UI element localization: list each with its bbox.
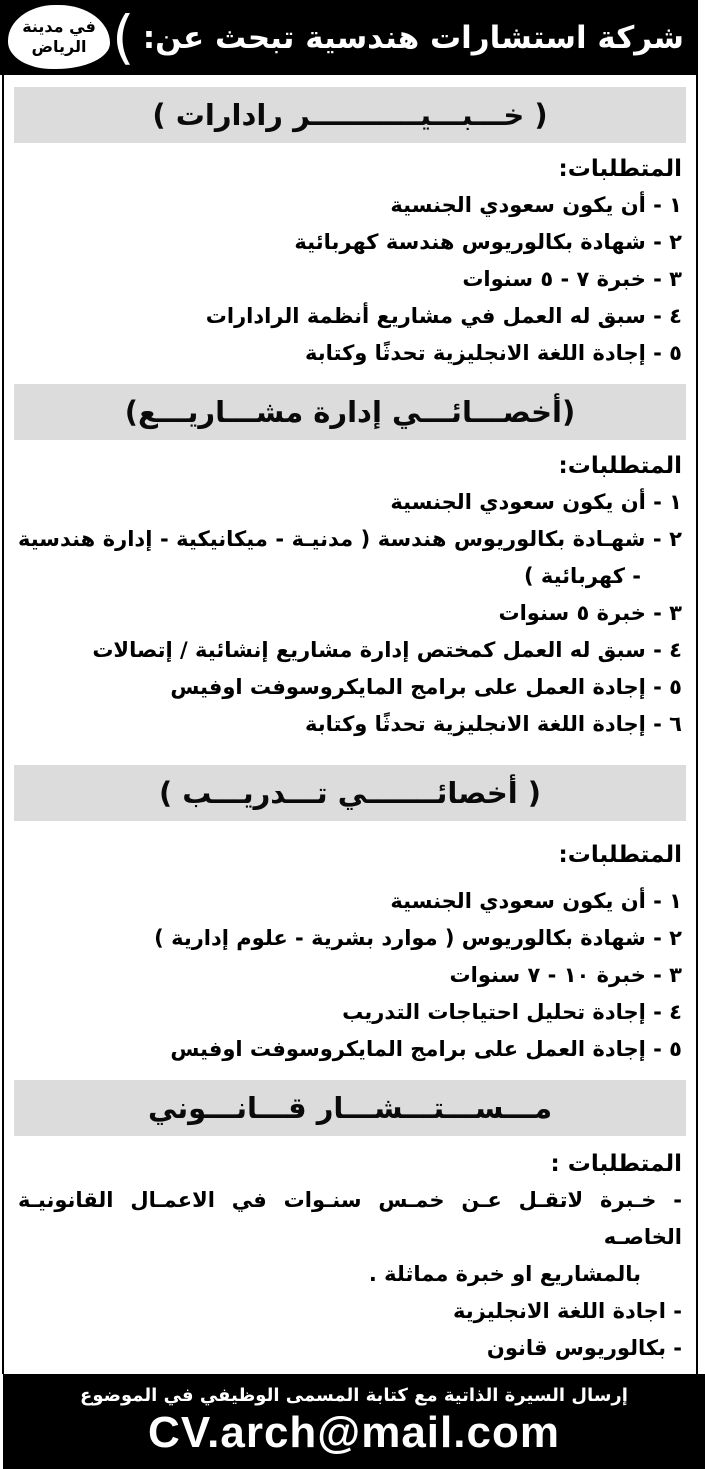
requirements-list [4, 1182, 696, 1374]
right-border-line [696, 75, 698, 1374]
section-radar-expert [4, 87, 696, 372]
section-title-bar: ( خـــبـــيـــــــــــر رادارات ) [14, 87, 686, 143]
requirement-item: ١ - أن يكون سعودي الجنسية [390, 889, 682, 913]
requirements-label: المتطلبات: [558, 453, 682, 479]
requirements-list [4, 484, 696, 743]
requirement-item: ١ - أن يكون سعودي الجنسية [390, 490, 682, 514]
section-title-bar: مـــســـتـــشـــار قـــانـــوني [14, 1080, 686, 1136]
requirement-item: ٢ - شهـادة بكالوريوس هندسة ( مدنيـة - ميكانيكية - إدارة هندسية [18, 527, 682, 551]
requirement-item: ٢ - شهادة بكالوريوس هندسة كهربائية [294, 230, 682, 254]
requirements-label: المتطلبات : [550, 1151, 682, 1177]
requirements-label: المتطلبات: [558, 842, 682, 868]
requirement-item: ١ - أن يكون سعودي الجنسية [390, 193, 682, 217]
requirement-item: ٥ - إجادة العمل على برامج المايكروسوفت اوفيس [170, 1037, 682, 1061]
badge-line-1: في مدينة [22, 17, 96, 36]
requirement-item-continuation: - كهربائية ) [523, 564, 641, 588]
requirement-item: - خـبرة لاتقـل عـن خمـس سنـوات في الاعمـال القانونيـة الخاصـه [18, 1188, 682, 1249]
requirements-label: المتطلبات: [558, 156, 682, 182]
requirement-item: ٣ - خبرة ٥ سنوات [498, 601, 682, 625]
requirement-item: - اجادة اللغة الانجليزية [453, 1299, 682, 1323]
requirement-item: - بكالوريوس قانون [486, 1336, 682, 1360]
requirement-item: ٤ - إجادة تحليل احتياجات التدريب [342, 1000, 682, 1024]
riyadh-city-badge [8, 5, 110, 69]
section-project-management-specialist [4, 384, 696, 743]
requirement-item [4, 1367, 696, 1374]
requirement-item: ٥ - إجادة العمل على برامج المايكروسوفت اوفيس [170, 675, 682, 699]
section-title-bar: ( أخصائـــــــي تـــدريـــب ) [14, 765, 686, 821]
badge-line-2: الرياض [31, 37, 87, 56]
section-training-specialist [4, 765, 696, 1068]
requirement-item: ٣ - خبرة ٧ - ٥ سنوات [462, 267, 682, 291]
requirement-item-continuation: بالمشاريع او خبرة مماثلة . [368, 1262, 641, 1286]
requirement-item: ٣ - خبرة ١٠ - ٧ سنوات [449, 963, 682, 987]
open-paren-glyph: ( [112, 3, 135, 71]
requirements-list [4, 187, 696, 372]
header-band [0, 0, 698, 75]
requirement-item: ٢ - شهادة بكالوريوس ( موارد بشرية - علوم إدارية ) [154, 926, 682, 950]
section-legal-advisor [4, 1080, 696, 1374]
cv-instruction-note: إرسال السيرة الذاتية مع كتابة المسمى الوظيفي في الموضوع [80, 1385, 628, 1406]
requirements-list [4, 883, 696, 1068]
requirement-item: ٤ - سبق له العمل في مشاريع أنظمة الرادارات [205, 304, 682, 328]
section-title-bar: (أخصـــائـــي إدارة مشـــاريـــع) [14, 384, 686, 440]
cv-email-address: CV.arch@mail.com [148, 1408, 560, 1457]
ad-content [4, 75, 696, 1374]
requirement-item: ٥ - إجادة اللغة الانجليزية تحدثًا وكتابة [305, 341, 682, 365]
footer-band [3, 1374, 705, 1469]
requirement-item: ٦ - إجادة اللغة الانجليزية تحدثًا وكتابة [305, 712, 682, 736]
requirement-item: ٤ - سبق له العمل كمختص إدارة مشاريع إنشائية / إتصالات [92, 638, 682, 662]
ad-title: شركة استشارات هندسية تبحث عن: [142, 19, 684, 56]
